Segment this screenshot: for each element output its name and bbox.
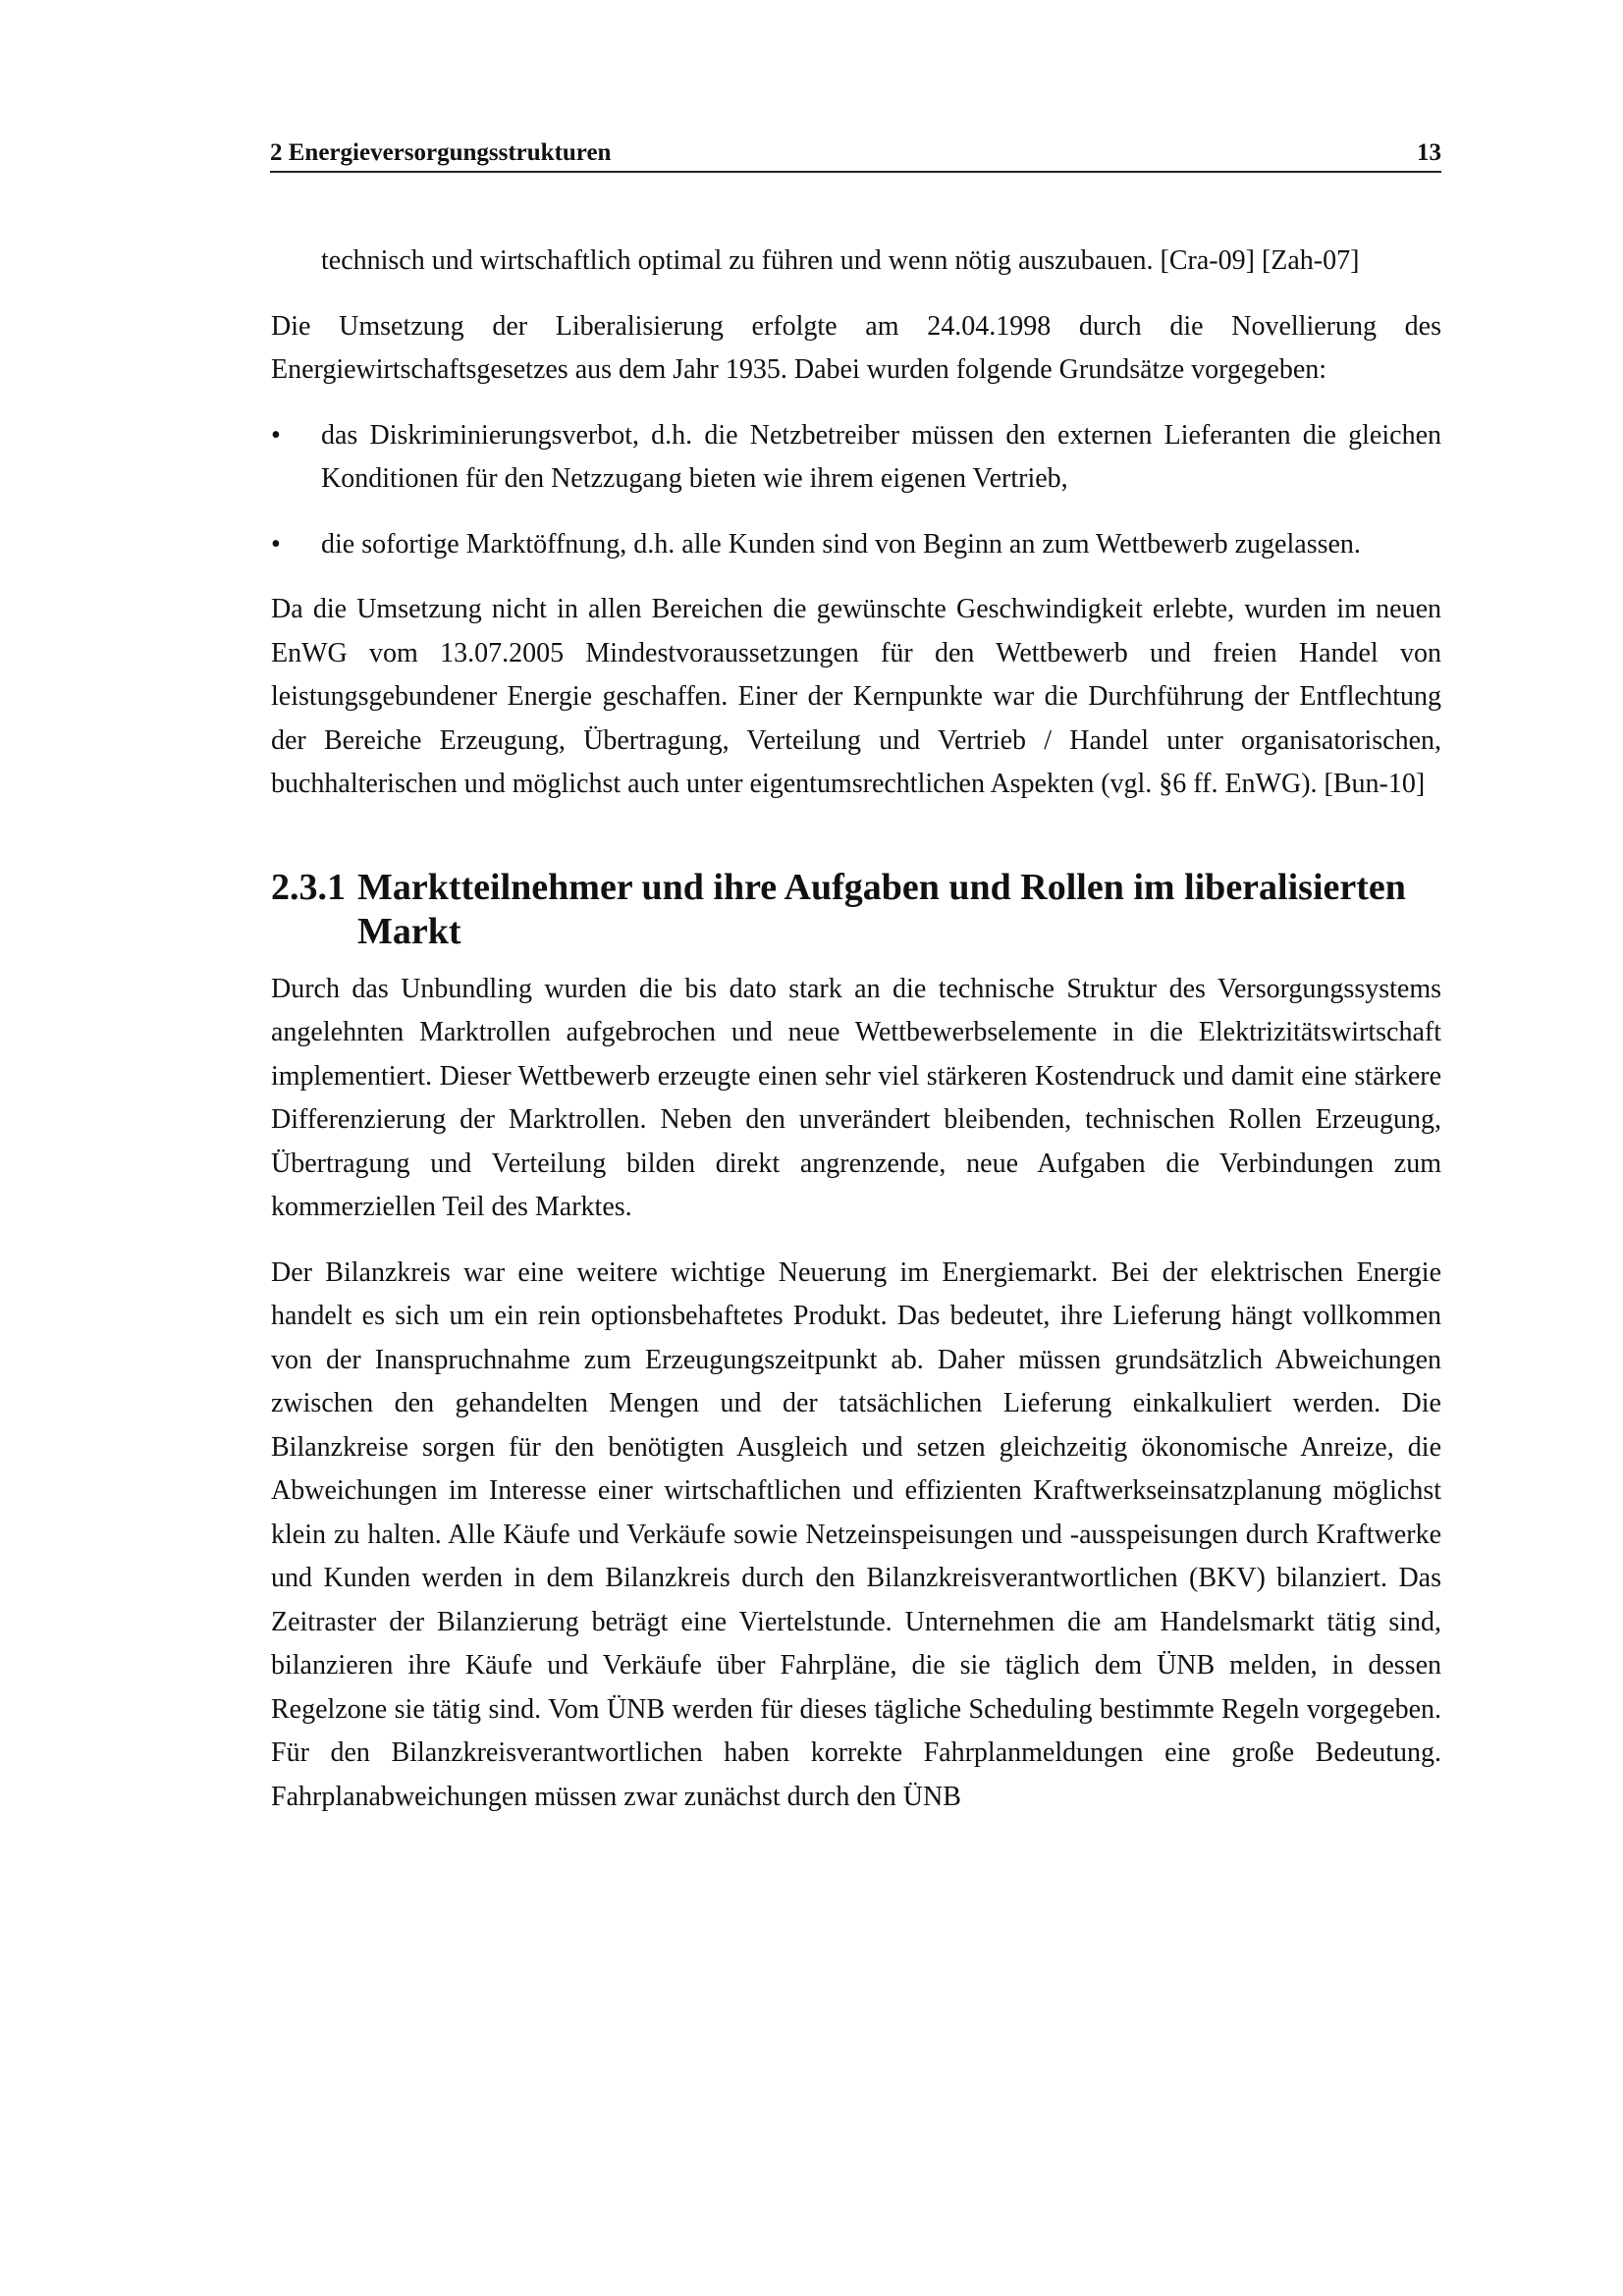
paragraph: Die Umsetzung der Liberalisierung erfolgte am 24.04.1998 durch die Novellierung des Energiewirtschaftsgesetzes aus dem Jahr 1935. Dabei wurden folgende Grundsätze vorgegeben: — [271, 310, 1441, 385]
bullet-icon: • — [271, 419, 281, 451]
paragraph-spacer — [271, 502, 1441, 523]
list-item-text: das Diskriminierungsverbot, d.h. die Netzbetreiber müssen den externen Lieferanten die gleichen Konditionen für den Netzzugang bieten wie ihrem eigenen Vertrieb, — [321, 419, 1441, 494]
section-number: 2.3.1 — [271, 866, 346, 908]
paragraph: Durch das Unbundling wurden die bis dato stark an die technische Struktur des Versorgungssystems angelehnten Marktrollen aufgebrochen und neue Wettbewerbselemente in die Elektrizitätswirtschaft implementiert. Dieser Wettbewerb erzeugte einen sehr viel stärkeren Kostendruck und damit eine stärkere Differenzierung der Marktrollen. Neben den unverändert bleibenden, technischen Rollen Erzeugung, Übertragung und Verteilung bilden direkt angrenzende, neue Aufgaben die Verbindungen zum kommerziellen Teil des Marktes. — [271, 973, 1441, 1222]
section-title: Marktteilnehmer und ihre Aufgaben und Rollen im liberalisierten Markt — [357, 866, 1406, 952]
paragraph-spacer — [271, 566, 1441, 588]
body-text — [271, 240, 1441, 1819]
chapter-title: 2 Energieversorgungsstrukturen — [270, 139, 612, 166]
page-number: 13 — [1417, 139, 1441, 166]
paragraph: Da die Umsetzung nicht in allen Bereichen die gewünschte Geschwindigkeit erlebte, wurden im neuen EnWG vom 13.07.2005 Mindestvoraussetzungen für den Wettbewerb und freien Handel von leistungsgebundener Energie geschaffen. Einer der Kernpunkte war die Durchführung der Entflechtung der Bereiche Erzeugung, Übertragung, Verteilung und Vertrieb / Handel unter organisatorischen, buchhalterischen und möglichst auch unter eigentumsrechtlichen Aspekten (vgl. §6 ff. EnWG). [Bun-10] — [271, 594, 1441, 799]
continued-paragraph: technisch und wirtschaftlich optimal zu führen und wenn nötig auszubauen. [Cra-09] [Zah-07] — [321, 245, 1360, 276]
section-spacer — [271, 954, 1441, 968]
section-spacer — [271, 807, 1441, 866]
paragraph-spacer — [271, 284, 1441, 305]
list-item — [271, 523, 1441, 567]
list-item — [271, 414, 1441, 502]
paragraph-spacer — [271, 1230, 1441, 1252]
running-header — [270, 135, 1441, 173]
paragraph: Der Bilanzkreis war eine weitere wichtige Neuerung im Energiemarkt. Bei der elektrischen Energie handelt es sich um ein rein optionsbehaftetes Produkt. Das bedeutet, ihre Lieferung hängt vollkommen von der Inanspruchnahme zum Erzeugungszeitpunkt ab. Daher müssen grundsätzlich Abweichungen zwischen den gehandelten Mengen und der tatsächlichen Lieferung einkalkuliert werden. Die Bilanzkreise sorgen für den benötigten Ausgleich und setzen gleichzeitig ökonomische Anreize, die Abweichungen im Interesse einer wirtschaftlichen und effizienten Kraftwerkseinsatzplanung möglichst klein zu halten. Alle Käufe und Verkäufe sowie Netzeinspeisungen und -ausspeisungen durch Kraftwerke und Kunden werden in dem Bilanzkreis durch den Bilanzkreisverantwortlichen (BKV) bilanziert. Das Zeitraster der Bilanzierung beträgt eine Viertelstunde. Unternehmen die am Handelsmarkt tätig sind, bilanzieren ihre Käufe und Verkäufe über Fahrpläne, die sie täglich dem ÜNB melden, in dessen Regelzone sie tätig sind. Vom ÜNB werden für dieses tägliche Scheduling bestimmte Regeln vorgegeben. Für den Bilanzkreisverantwortlichen haben korrekte Fahrplanmeldungen eine große Bedeutung. Fahrplanabweichungen müssen zwar zunächst durch den ÜNB — [271, 1256, 1441, 1812]
list-item-text: die sofortige Marktöffnung, d.h. alle Kunden sind von Beginn an zum Wettbewerb zugelassen. — [321, 528, 1361, 560]
section-heading — [271, 866, 1441, 954]
paragraph-spacer — [271, 393, 1441, 414]
bullet-icon: • — [271, 528, 281, 560]
